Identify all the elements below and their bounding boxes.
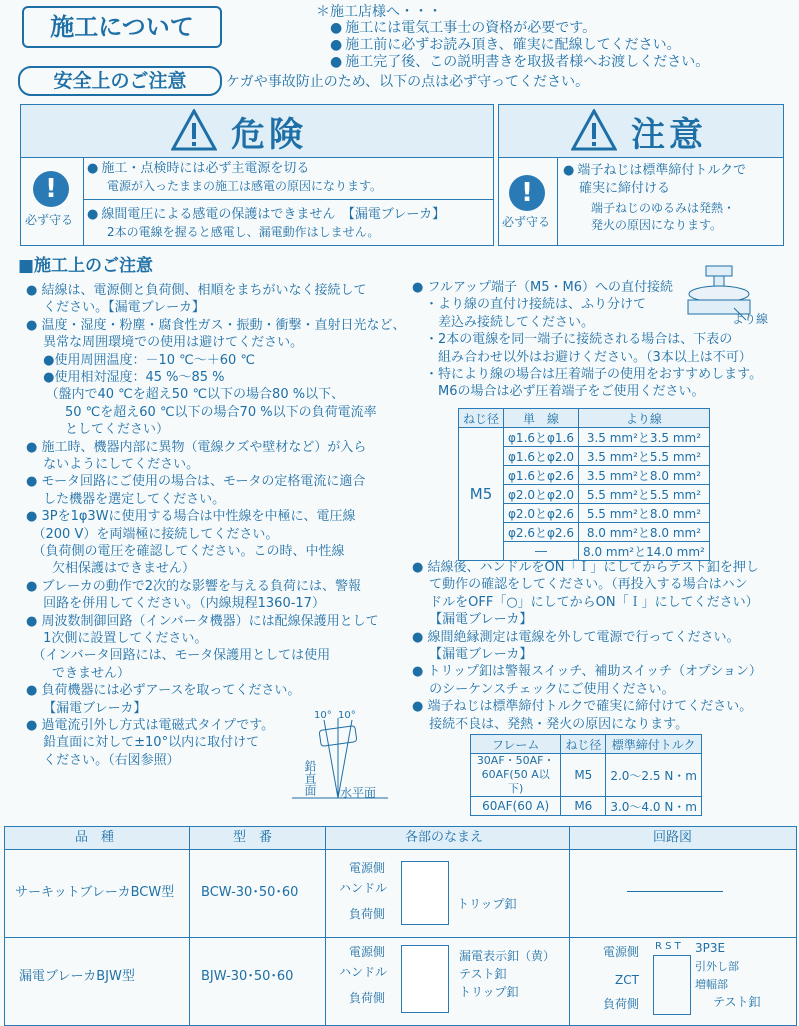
caution-line: ● 施工時、機器内部に異物（電線クズや壁材など）が入ら	[26, 439, 367, 455]
row1-model: BCW-30･50･60	[201, 885, 299, 900]
danger-divider	[83, 157, 84, 245]
caution-sub-2: 発火の原因になります。	[591, 218, 723, 232]
wire-screw: M5	[459, 428, 504, 561]
wire-stranded: 5.5 mm²と8.0 mm²	[579, 504, 710, 523]
exclamation-icon: !	[509, 175, 545, 211]
caution-line: ● 周波数制御回路（インバータ機器）には配線保護用として	[26, 613, 379, 629]
caution-line: ないようにしてください。	[26, 457, 200, 472]
torque-table-header: フレーム	[471, 735, 561, 754]
torque-value: 2.0～2.5 N・m	[606, 754, 702, 797]
store-item-3: ● 施工完了後、この説明書きを取扱者様へお渡しください。	[330, 54, 709, 70]
torque-table-header: ねじ径	[561, 735, 606, 754]
caution-line: ● 結線後、ハンドルをON「Ｉ」にしてからテスト釦を押し	[412, 560, 759, 575]
torque-frame: 60AF(60 A)	[471, 797, 561, 816]
torque-table-header: 標準締付トルク	[606, 735, 702, 754]
caution-line: ●使用周囲温度：－10 ℃～＋60 ℃	[26, 352, 256, 368]
row2-source: 電源側	[349, 945, 386, 959]
col-divider	[325, 827, 326, 1025]
store-item-2: ● 施工前に必ずお読み頂き、確実に配線してください。	[330, 37, 681, 53]
danger-item-2-sub: 2本の電線を握ると感電し、漏電動作はしません。	[107, 225, 380, 239]
caution-line: した機器を選定してください。	[26, 491, 226, 507]
wire-single: ―	[504, 542, 579, 561]
caution-line: ● 過電流引外し方式は電磁式タイプです。	[26, 718, 275, 733]
caution-line: て動作の確認をしてください。（再投入する場合はハン	[412, 577, 748, 593]
caution-line: ください。【漏電ブレーカ】	[26, 300, 205, 316]
caution-line: ● フルアップ端子（M5・M6）への直付接続	[412, 280, 674, 295]
row-divider	[5, 937, 796, 938]
construction-title: ■施工上のご注意	[18, 256, 154, 276]
torque-value: 3.0～4.0 N・m	[606, 797, 702, 816]
circuit-rst: R S T	[655, 941, 681, 952]
wire-single: φ1.6とφ2.0	[504, 447, 579, 466]
wire-stranded: 3.5 mm²と5.5 mm²	[579, 447, 710, 466]
torque-screw: M6	[561, 797, 606, 816]
caution-line: ● 3Pを1φ3Wに使用する場合は中性線を中極に、電圧線	[26, 509, 356, 525]
row2-leak: 漏電表示釦（黄）	[459, 949, 556, 963]
caution-line: ● 結線は、電源側と負荷側、相順をまちがいなく接続して	[26, 283, 367, 298]
store-item-1: ● 施工には電気工事士の資格が必要です。	[330, 20, 596, 36]
caution-line: ください。（右図参照）	[26, 752, 180, 768]
caution-box	[498, 104, 784, 246]
table-row	[459, 428, 710, 447]
circuit-source: 電源側	[603, 945, 640, 959]
breaker-bcw-illustration	[401, 861, 449, 925]
caution-line: 【漏電ブレーカ】	[26, 700, 147, 716]
caution-divider	[557, 157, 558, 245]
table-row	[471, 754, 702, 797]
caution-line: 鉛直面に対して±10°以内に取付けて	[26, 735, 260, 751]
header-model: 型 番	[233, 830, 273, 845]
caution-line: 1次側に設置してください。	[26, 631, 208, 646]
caution-line: 接続不良は、発熱・発火の原因になります。	[412, 716, 689, 732]
wire-stranded: 8.0 mm²と8.0 mm²	[579, 523, 710, 542]
wire-single: φ2.0とφ2.0	[504, 485, 579, 504]
caution-main-1: ● 端子ねじは標準締付トルクで	[563, 163, 746, 179]
wire-single: φ2.0とφ2.6	[504, 504, 579, 523]
circuit-test: テスト釦	[713, 995, 761, 1009]
caution-line: 組み合わせ以外はお避けください。（3本以上は不可）	[412, 349, 752, 365]
caution-line: 50 ℃を超え60 ℃以下の場合70 %以下の負荷電流率	[26, 404, 377, 420]
danger-header	[21, 105, 493, 158]
yorisen-label: より線	[732, 312, 769, 326]
col-divider	[189, 827, 190, 1025]
caution-line: ・2本の電線を同一端子に接続される場合は、下表の	[412, 332, 733, 348]
danger-item-1-sub: 電源が入ったままの施工は感電の原因になります。	[107, 179, 383, 193]
row1-source: 電源側	[349, 861, 386, 875]
caution-line: ● 線間絶縁測定は電線を外して電源で行ってください。	[412, 629, 740, 645]
caution-line: （負荷側の電圧を確認してください。この時、中性線	[26, 544, 345, 559]
row2-handle: ハンドル	[339, 965, 388, 979]
angle-deg-1: 10°	[314, 710, 332, 721]
circuit-amp: 増幅部	[695, 978, 728, 991]
zct-illustration	[653, 955, 691, 1015]
header-parts: 各部のなまえ	[405, 830, 484, 845]
caution-line: 【漏電ブレーカ】	[412, 647, 533, 662]
row1-load: 負荷側	[349, 907, 386, 921]
warning-triangle-icon	[571, 109, 617, 151]
caution-line: （インバータ回路には、モータ保護用としては使用	[26, 648, 331, 664]
section-title-construction: 施工について	[22, 6, 222, 48]
caution-line: （盤内で40 ℃を超え50 ℃以下の場合80 %以下、	[26, 387, 345, 403]
section-title-safety: 安全上のご注意	[18, 66, 222, 96]
exclamation-icon: !	[33, 171, 69, 207]
danger-item-divider	[83, 199, 493, 200]
torque-table	[470, 734, 702, 816]
row1-circuit-line	[627, 891, 723, 892]
caution-line: 異常な周囲環境での使用は避けてください。	[26, 335, 304, 351]
caution-line: 回路を併用してください。（内線規程1360-17）	[26, 596, 325, 612]
caution-line: 欠相保護はできません）	[26, 561, 196, 577]
circuit-load: 負荷側	[603, 997, 640, 1011]
caution-line: ● 負荷機器には必ずアースを取ってください。	[26, 683, 301, 699]
caution-line: ● モータ回路にご使用の場合は、モータの定格電流に適合	[26, 474, 366, 490]
caution-line: （200 V）を両端極に接続してください。	[26, 526, 279, 542]
row2-test: テスト釦	[459, 967, 507, 981]
store-note: ＊施工店様へ・・・	[316, 4, 442, 20]
row1-trip: トリップ釦	[457, 897, 517, 911]
warning-triangle-icon	[171, 109, 217, 151]
wire-combination-table	[458, 408, 710, 561]
wire-stranded: 8.0 mm²と14.0 mm²	[579, 542, 710, 561]
wire-single: φ1.6とφ1.6	[504, 428, 579, 447]
caution-line: ・より線の直付け接続は、ふり分けて	[412, 297, 647, 313]
caution-line: ・特により線の場合は圧着端子の使用をおすすめします。	[412, 367, 763, 382]
wire-stranded: 3.5 mm²と3.5 mm²	[579, 428, 710, 447]
wire-single: φ1.6とφ2.6	[504, 466, 579, 485]
wire-stranded: 3.5 mm²と8.0 mm²	[579, 466, 710, 485]
wire-stranded: 5.5 mm²と5.5 mm²	[579, 485, 710, 504]
danger-box	[20, 104, 494, 246]
circuit-zct: ZCT	[615, 973, 639, 987]
caution-line: 【漏電ブレーカ】	[412, 612, 533, 628]
wire-table-header: 単 線	[504, 409, 579, 428]
caution-line: としてください）	[26, 422, 170, 438]
row1-kind: サーキットブレーカBCW型	[15, 885, 175, 900]
breaker-bjw-illustration	[401, 945, 449, 1013]
row2-model: BJW-30･50･60	[201, 969, 294, 984]
caution-line: ● 端子ねじは標準締付トルクで確実に締付けてください。	[412, 699, 753, 715]
wire-single: φ2.6とφ2.6	[504, 523, 579, 542]
wire-table-header: ねじ径	[459, 409, 504, 428]
table-row	[471, 797, 702, 816]
wire-table-header: より線	[579, 409, 710, 428]
circuit-release: 引外し部	[695, 960, 739, 973]
angle-vertical-label: 鉛直面	[303, 760, 317, 796]
col-divider	[569, 827, 570, 1025]
circuit-type: 3P3E	[695, 941, 726, 955]
row1-handle: ハンドル	[339, 881, 388, 895]
caution-line: ●使用相対湿度：45 %～85 %	[26, 370, 225, 385]
header-kind: 品 種	[75, 830, 115, 845]
caution-line: 差込み接続してください。	[412, 314, 595, 330]
angle-horizontal-label: 水平面	[340, 786, 377, 800]
row2-load: 負荷側	[349, 991, 386, 1005]
caution-sub-1: 端子ねじのゆるみは発熱・	[591, 201, 736, 215]
caution-title: 注意	[631, 115, 707, 155]
row2-kind: 漏電ブレーカBJW型	[19, 969, 135, 984]
product-table	[4, 826, 797, 1026]
torque-screw: M5	[561, 754, 606, 797]
row2-trip: トリップ釦	[459, 985, 519, 999]
torque-frame: 30AF・50AF・60AF(50 A以下)	[471, 754, 561, 797]
caution-line: のシーケンスチェックにご使用ください。	[412, 681, 675, 697]
danger-item-1: ● 施工・点検時には必ず主電源を切る	[87, 161, 309, 177]
danger-title: 危険	[231, 115, 307, 155]
caution-line: M6の場合は必ず圧着端子をご使用ください。	[412, 384, 705, 400]
caution-icon-label: 必ず守る	[502, 215, 551, 229]
caution-header	[499, 105, 783, 158]
caution-main-2: 確実に締付ける	[579, 181, 671, 196]
caution-line: ドルをOFF「○」にしてからON「Ｉ」にしてください）	[412, 594, 759, 610]
caution-line: ● 温度・湿度・粉塵・腐食性ガス・振動・衝撃・直射日光など、	[26, 317, 406, 333]
caution-line: できません）	[26, 665, 131, 681]
danger-item-2: ● 線間電圧による感電の保護はできません 【漏電ブレーカ】	[87, 207, 445, 223]
caution-line: ● トリップ釦は警報スイッチ、補助スイッチ（オプション）	[412, 664, 762, 680]
header-circuit: 回路図	[653, 830, 693, 845]
angle-deg-2: 10°	[338, 710, 356, 721]
safety-intro: ケガや事故防止のため、以下の点は必ず守ってください。	[226, 74, 590, 90]
danger-icon-label: 必ず守る	[25, 213, 74, 227]
caution-line: ● ブレーカの動作で2次的な影響を与える負荷には、警報	[26, 578, 361, 594]
